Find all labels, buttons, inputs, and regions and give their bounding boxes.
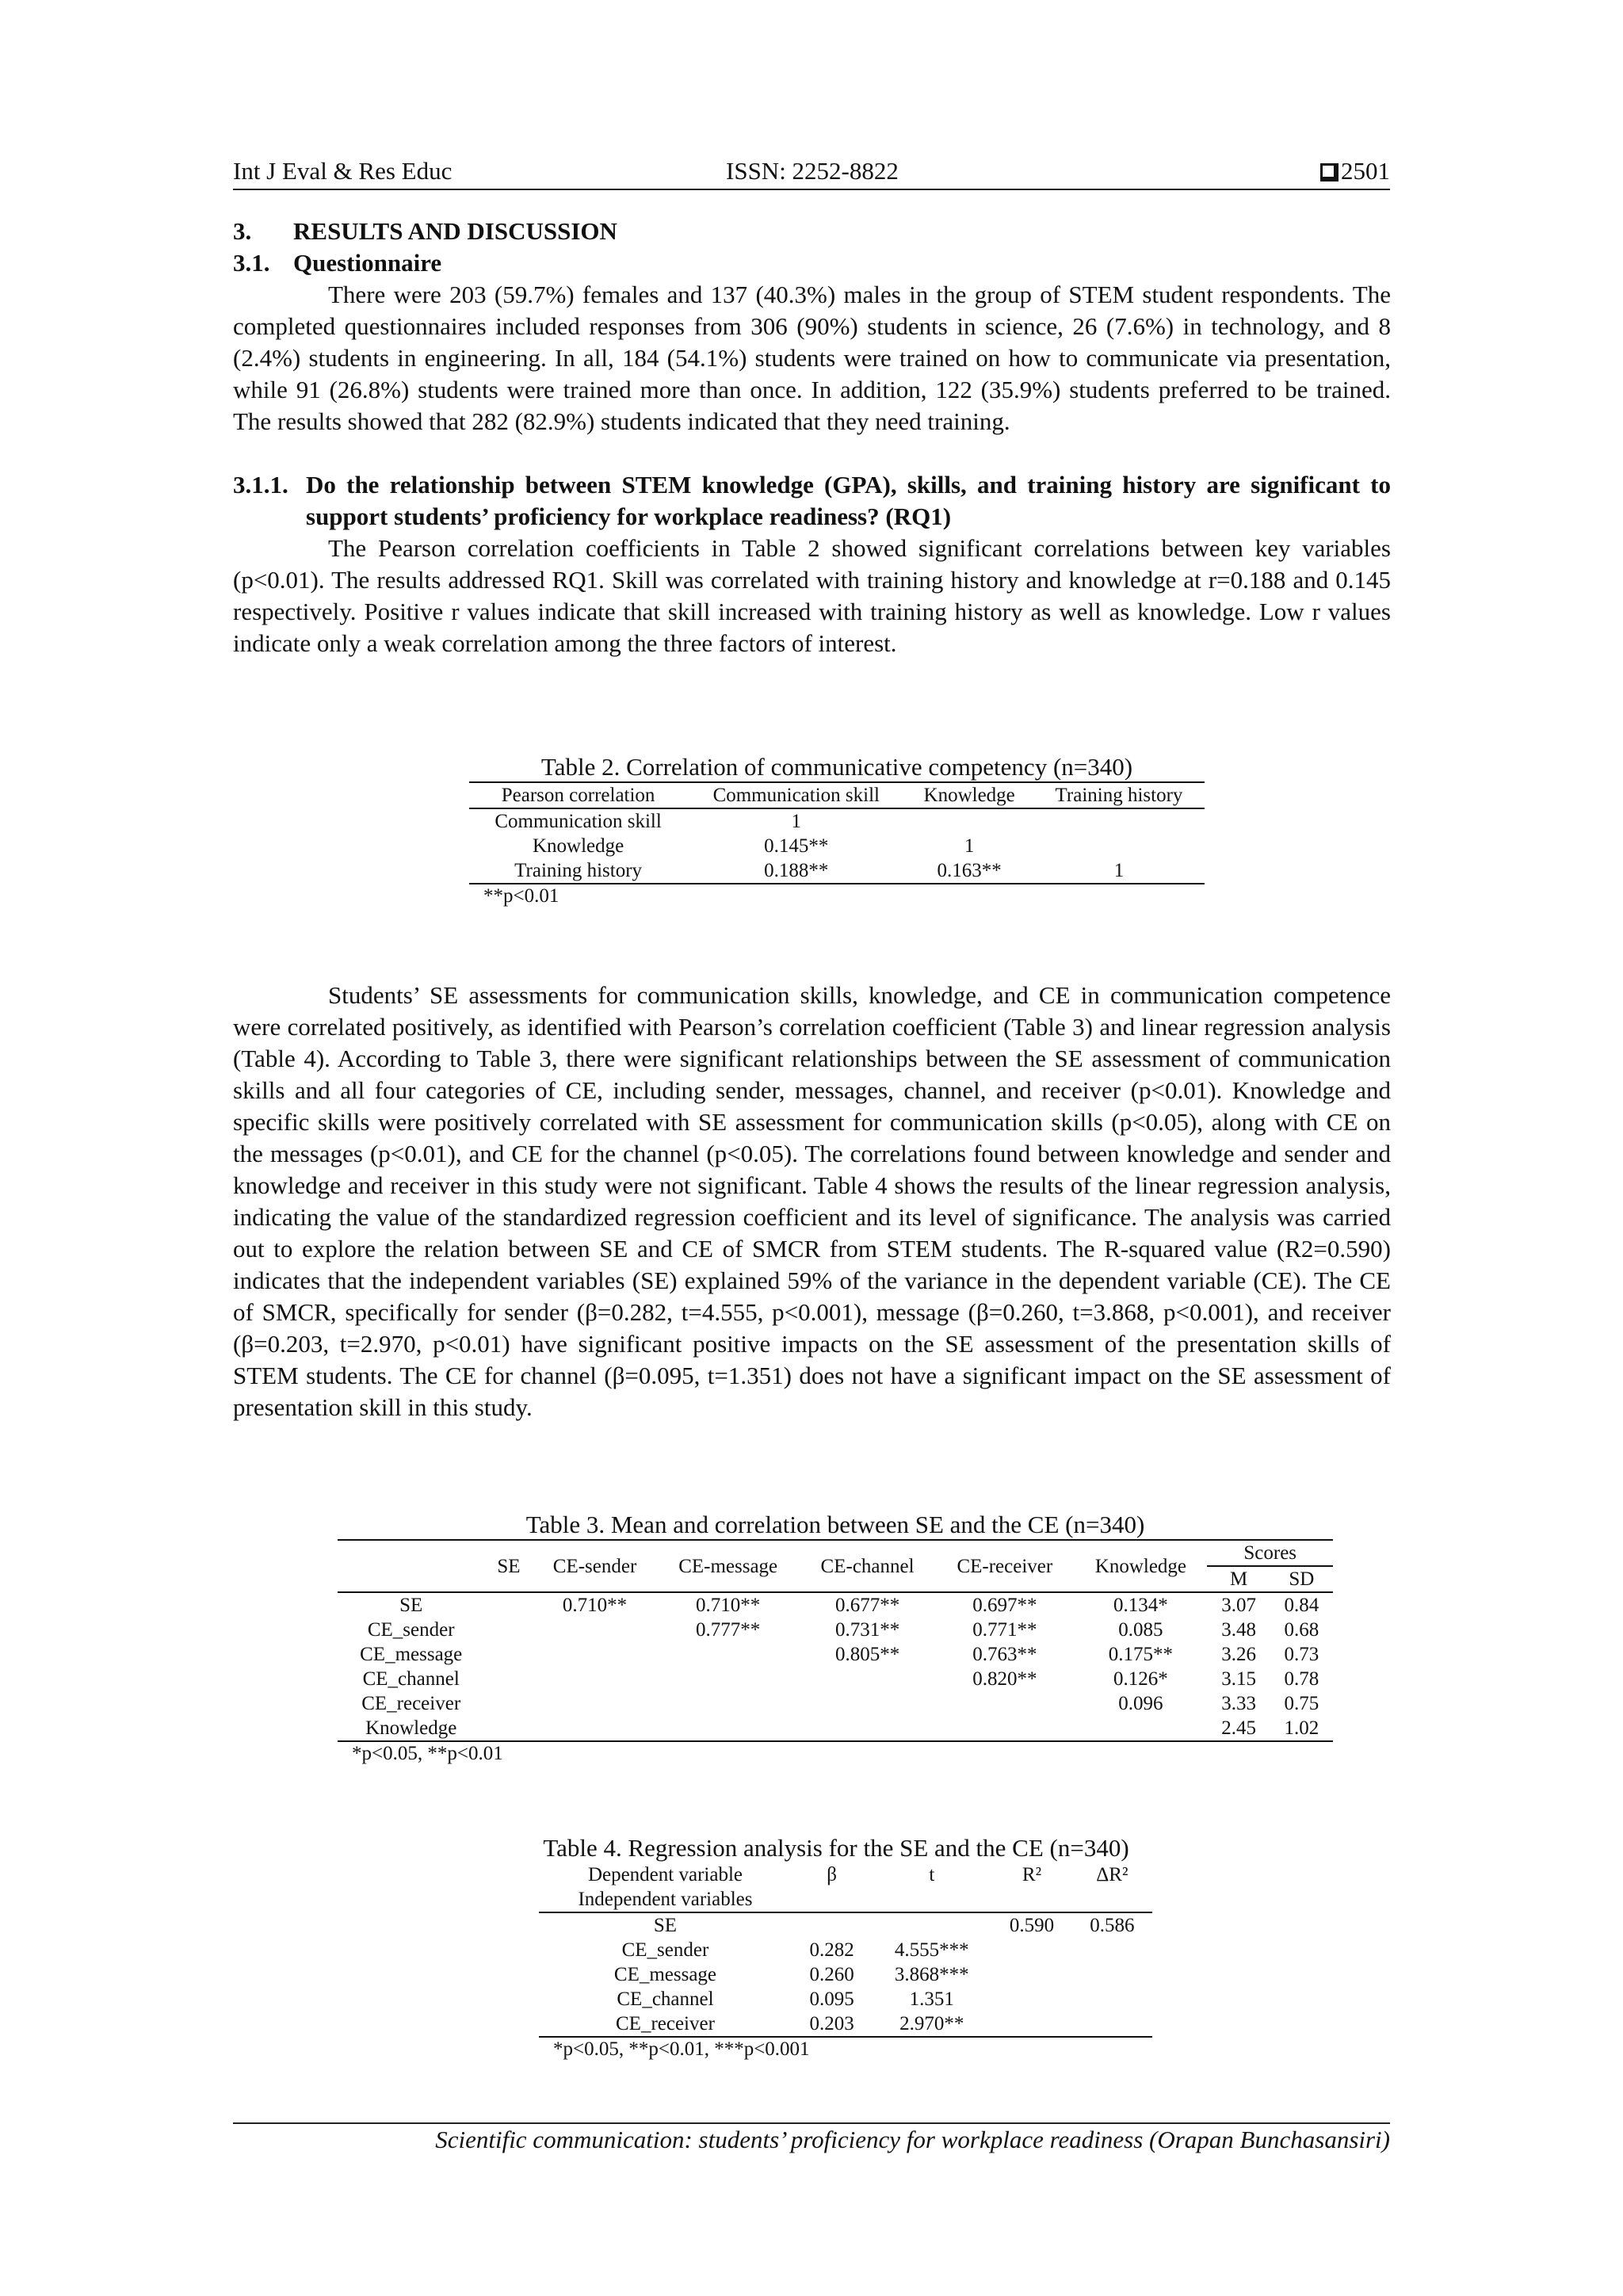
- table-3: [338, 1511, 1333, 1766]
- column-header: SE: [497, 1555, 521, 1577]
- table-row: SE 0.590 0.586: [653, 1915, 1135, 1936]
- table-row: Communication skill 1: [495, 811, 802, 832]
- paragraph-se-assessment: Students’ SE assessments for communication skills, knowledge, and CE in communication competence were correlated positively, as identified with Pearson’s correlation coefficient (Table 3) and linear regression analysis (Table 4). According to Table 3, there were significant relationships between the SE assessment of communication skills and all four categories of CE, including sender, messages, channel, and receiver (p<0.01). Knowledge and specific skills were positively correlated with SE assessment for communication skills (p<0.05), along with CE on the messages (p<0.01), and CE for the channel (p<0.05). The correlations found between knowledge and sender and knowledge and receiver in this study were not significant. Table 4 shows the results of the linear regression analysis, indicating the value of the standardized regression coefficient and its level of significance. The analysis was carried out to explore the relation between SE and CE of SMCR from STEM students. The R-squared value (R2=0.590) indicates that the independent variables (SE) explained 59% of the variance in the dependent variable (CE). The CE of SMCR, specifically for sender (β=0.282, t=4.555, p<0.001), message (β=0.260, t=3.868, p<0.001), and receiver (β=0.203, t=2.970, p<0.01) have significant positive impacts on the SE assessment of the presentation skills of STEM students. The CE for channel (β=0.095, t=1.351) does not have a significant impact on the SE assessment of presentation skill in this study.: [233, 981, 1391, 1421]
- table-4: [507, 1834, 1165, 2061]
- research-question-heading: 3.1.1. Do the relationship between STEM knowledge (GPA), skills, and training history are significant to support students’ proficiency for workplace readiness? (RQ1): [233, 471, 1391, 530]
- column-header: M: [1229, 1568, 1248, 1590]
- column-header: Training history: [1055, 785, 1183, 806]
- table-caption: Table 4. Regression analysis for the SE and the CE (n=340): [543, 1834, 1129, 1862]
- table-row: CE_channel 0.095 1.351: [617, 1988, 954, 2010]
- subsection-heading: 3.1. Questionnaire: [233, 249, 442, 277]
- column-header: CE-receiver: [957, 1555, 1053, 1577]
- table-row: CE_receiver 0.096 3.33 0.75: [361, 1693, 1319, 1714]
- column-header: CE-channel: [820, 1555, 915, 1577]
- section-discussion: [233, 980, 1391, 1423]
- column-header: Pearson correlation: [501, 785, 655, 806]
- table-row: Knowledge 2.45 1.02: [338, 1716, 1333, 1741]
- paragraph-rq1: The Pearson correlation coefficients in Table 2 showed significant correlations between key variables (p<0.01). The results addressed RQ1. Skill was correlated with training history and knowledge at r=0.188 and 0.145 respectively. Positive r values indicate that skill increased with training history as well as knowledge. Low r values indicate only a weak correlation among the three factors of interest.: [233, 534, 1391, 657]
- mean-correlation-table: [338, 1539, 1333, 1742]
- page-number: 2501: [1341, 157, 1390, 185]
- column-header: Knowledge: [1094, 1555, 1187, 1577]
- column-header: R²: [1022, 1864, 1042, 1885]
- table-note: *p<0.05, **p<0.01: [352, 1743, 503, 1764]
- table-row: CE_receiver 0.203 2.970**: [539, 2011, 1152, 2037]
- table-row: CE_sender 0.777** 0.731** 0.771** 0.085 3.48 0.68: [367, 1619, 1319, 1641]
- table-row: CE_sender 0.282 4.555***: [621, 1939, 969, 1961]
- column-header: Communication skill: [712, 785, 880, 806]
- table-caption: Table 3. Mean and correlation between SE and the CE (n=340): [525, 1511, 1145, 1538]
- table-row: CE_channel 0.820** 0.126* 3.15 0.78: [362, 1668, 1319, 1690]
- paragraph-questionnaire: There were 203 (59.7%) females and 137 (40.3%) males in the group of STEM student respondents. The completed questionnaires included responses from 306 (90%) students in science, 26 (7.6%) in technology, and 8 (2.4%) students in engineering. In all, 184 (54.1%) students were trained on how to communicate via presentation, while 91 (26.8%) students were trained more than once. In addition, 122 (35.9%) students preferred to be trained. The results showed that 282 (82.9%) students indicated that they need training.: [233, 281, 1391, 435]
- correlation-table: [469, 781, 1205, 884]
- column-header: Knowledge: [923, 785, 1015, 806]
- table-caption: Table 2. Correlation of communicative competency (n=340): [540, 753, 1133, 781]
- section-results: [233, 216, 1391, 659]
- journal-name: Int J Eval & Res Educ: [233, 157, 453, 185]
- table-row: Training history 0.188** 0.163** 1: [469, 858, 1205, 884]
- running-footer: Scientific communication: students’ proficiency for workplace readiness (Orapan Bunchasansiri): [435, 2126, 1390, 2153]
- running-header: [233, 155, 1390, 190]
- table-row: Knowledge 0.145** 1: [532, 835, 975, 857]
- column-header: ΔR²: [1096, 1864, 1128, 1885]
- table-row: CE_message 0.260 3.868***: [613, 1964, 969, 1985]
- table-note: **p<0.01: [483, 885, 559, 907]
- table-row: CE_message 0.805** 0.763** 0.175** 3.26 0.73: [360, 1644, 1319, 1665]
- column-header: CE-message: [678, 1555, 778, 1577]
- column-header: Dependent variable: [587, 1864, 743, 1885]
- column-header: t: [929, 1864, 935, 1885]
- checkbox-square-icon: [1320, 163, 1336, 179]
- column-header: SD: [1289, 1568, 1315, 1590]
- table-2: [469, 753, 1205, 908]
- table-row: SE 0.710** 0.710** 0.677** 0.697** 0.134* 3.07 0.84: [399, 1595, 1319, 1616]
- section-heading: 3. RESULTS AND DISCUSSION: [233, 217, 617, 245]
- column-header: Independent variables: [578, 1889, 753, 1910]
- table-note: *p<0.05, **p<0.01, ***p<0.001: [553, 2038, 810, 2060]
- column-header: CE-sender: [552, 1555, 637, 1577]
- column-header: Scores: [1207, 1540, 1333, 1566]
- issn: ISSN: 2252-8822: [726, 157, 899, 185]
- footer-divider: [233, 2122, 1390, 2124]
- regression-table: [539, 1862, 1152, 2038]
- column-header: β: [827, 1864, 837, 1885]
